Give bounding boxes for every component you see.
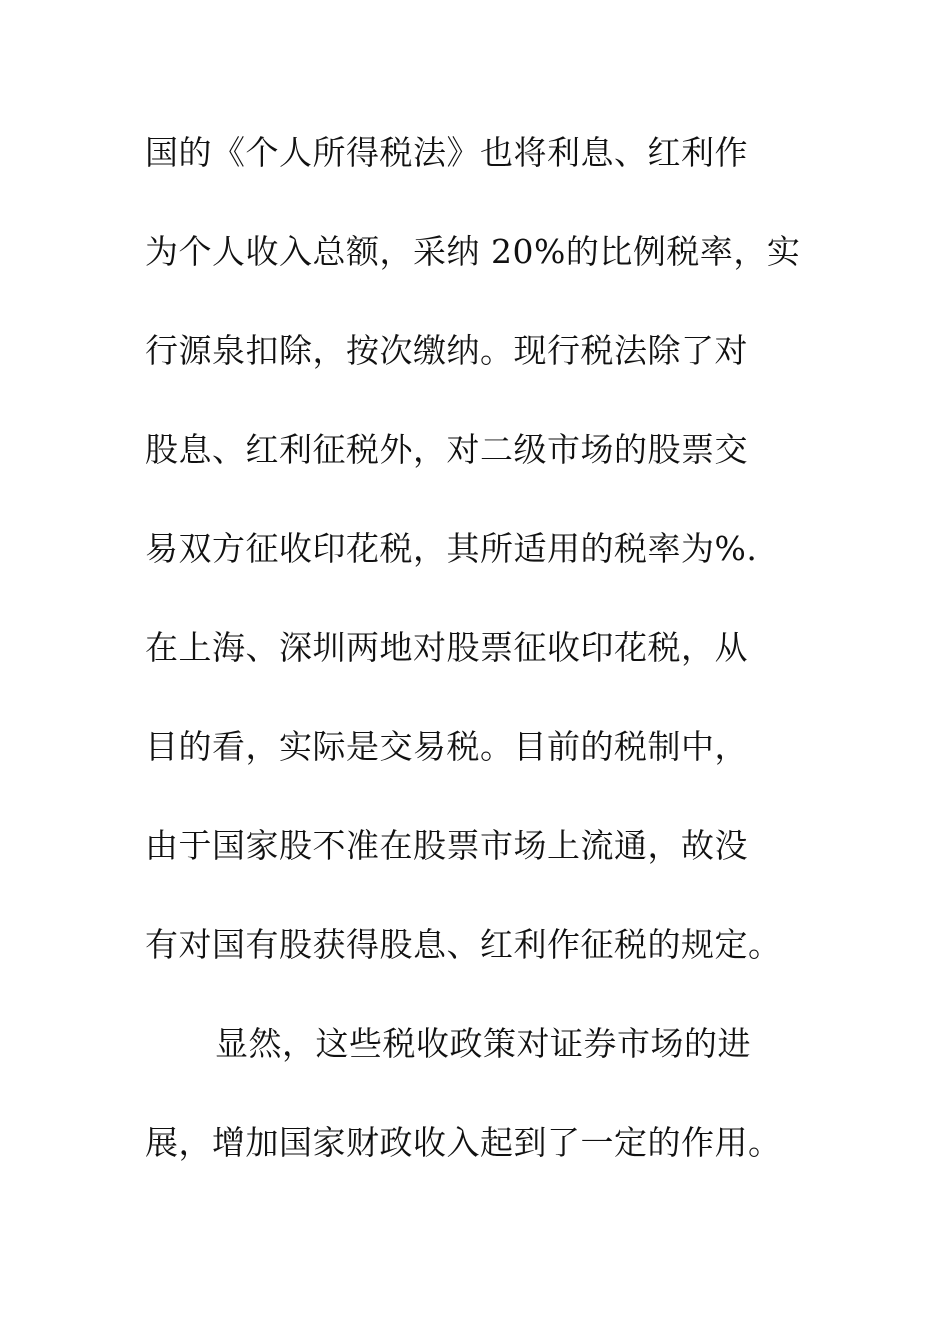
body-text — [145, 128, 825, 1217]
paragraph-start-line: 显然，这些税收政策对证券市场的进 — [215, 1024, 751, 1063]
text-line: 展，增加国家财政收入起到了一定的作用。 — [145, 1123, 782, 1162]
text-line: 股息、红利征税外，对二级市场的股票交 — [145, 430, 748, 469]
text-line: 易双方征收印花税，其所适用的税率为%. — [145, 529, 758, 568]
text-line: 目的看，实际是交易税。目前的税制中， — [145, 727, 748, 766]
text-line: 行源泉扣除，按次缴纳。现行税法除了对 — [145, 331, 748, 370]
text-line: 国的《个人所得税法》也将利息、红利作 — [145, 133, 748, 172]
text-line: 由于国家股不准在股票市场上流通，故没 — [145, 826, 748, 865]
text-line: 在上海、深圳两地对股票征收印花税，从 — [145, 628, 748, 667]
text-line: 有对国有股获得股息、红利作征税的规定。 — [145, 925, 782, 964]
text-line: 为个人收入总额，采纳 20%的比例税率，实 — [145, 232, 801, 271]
